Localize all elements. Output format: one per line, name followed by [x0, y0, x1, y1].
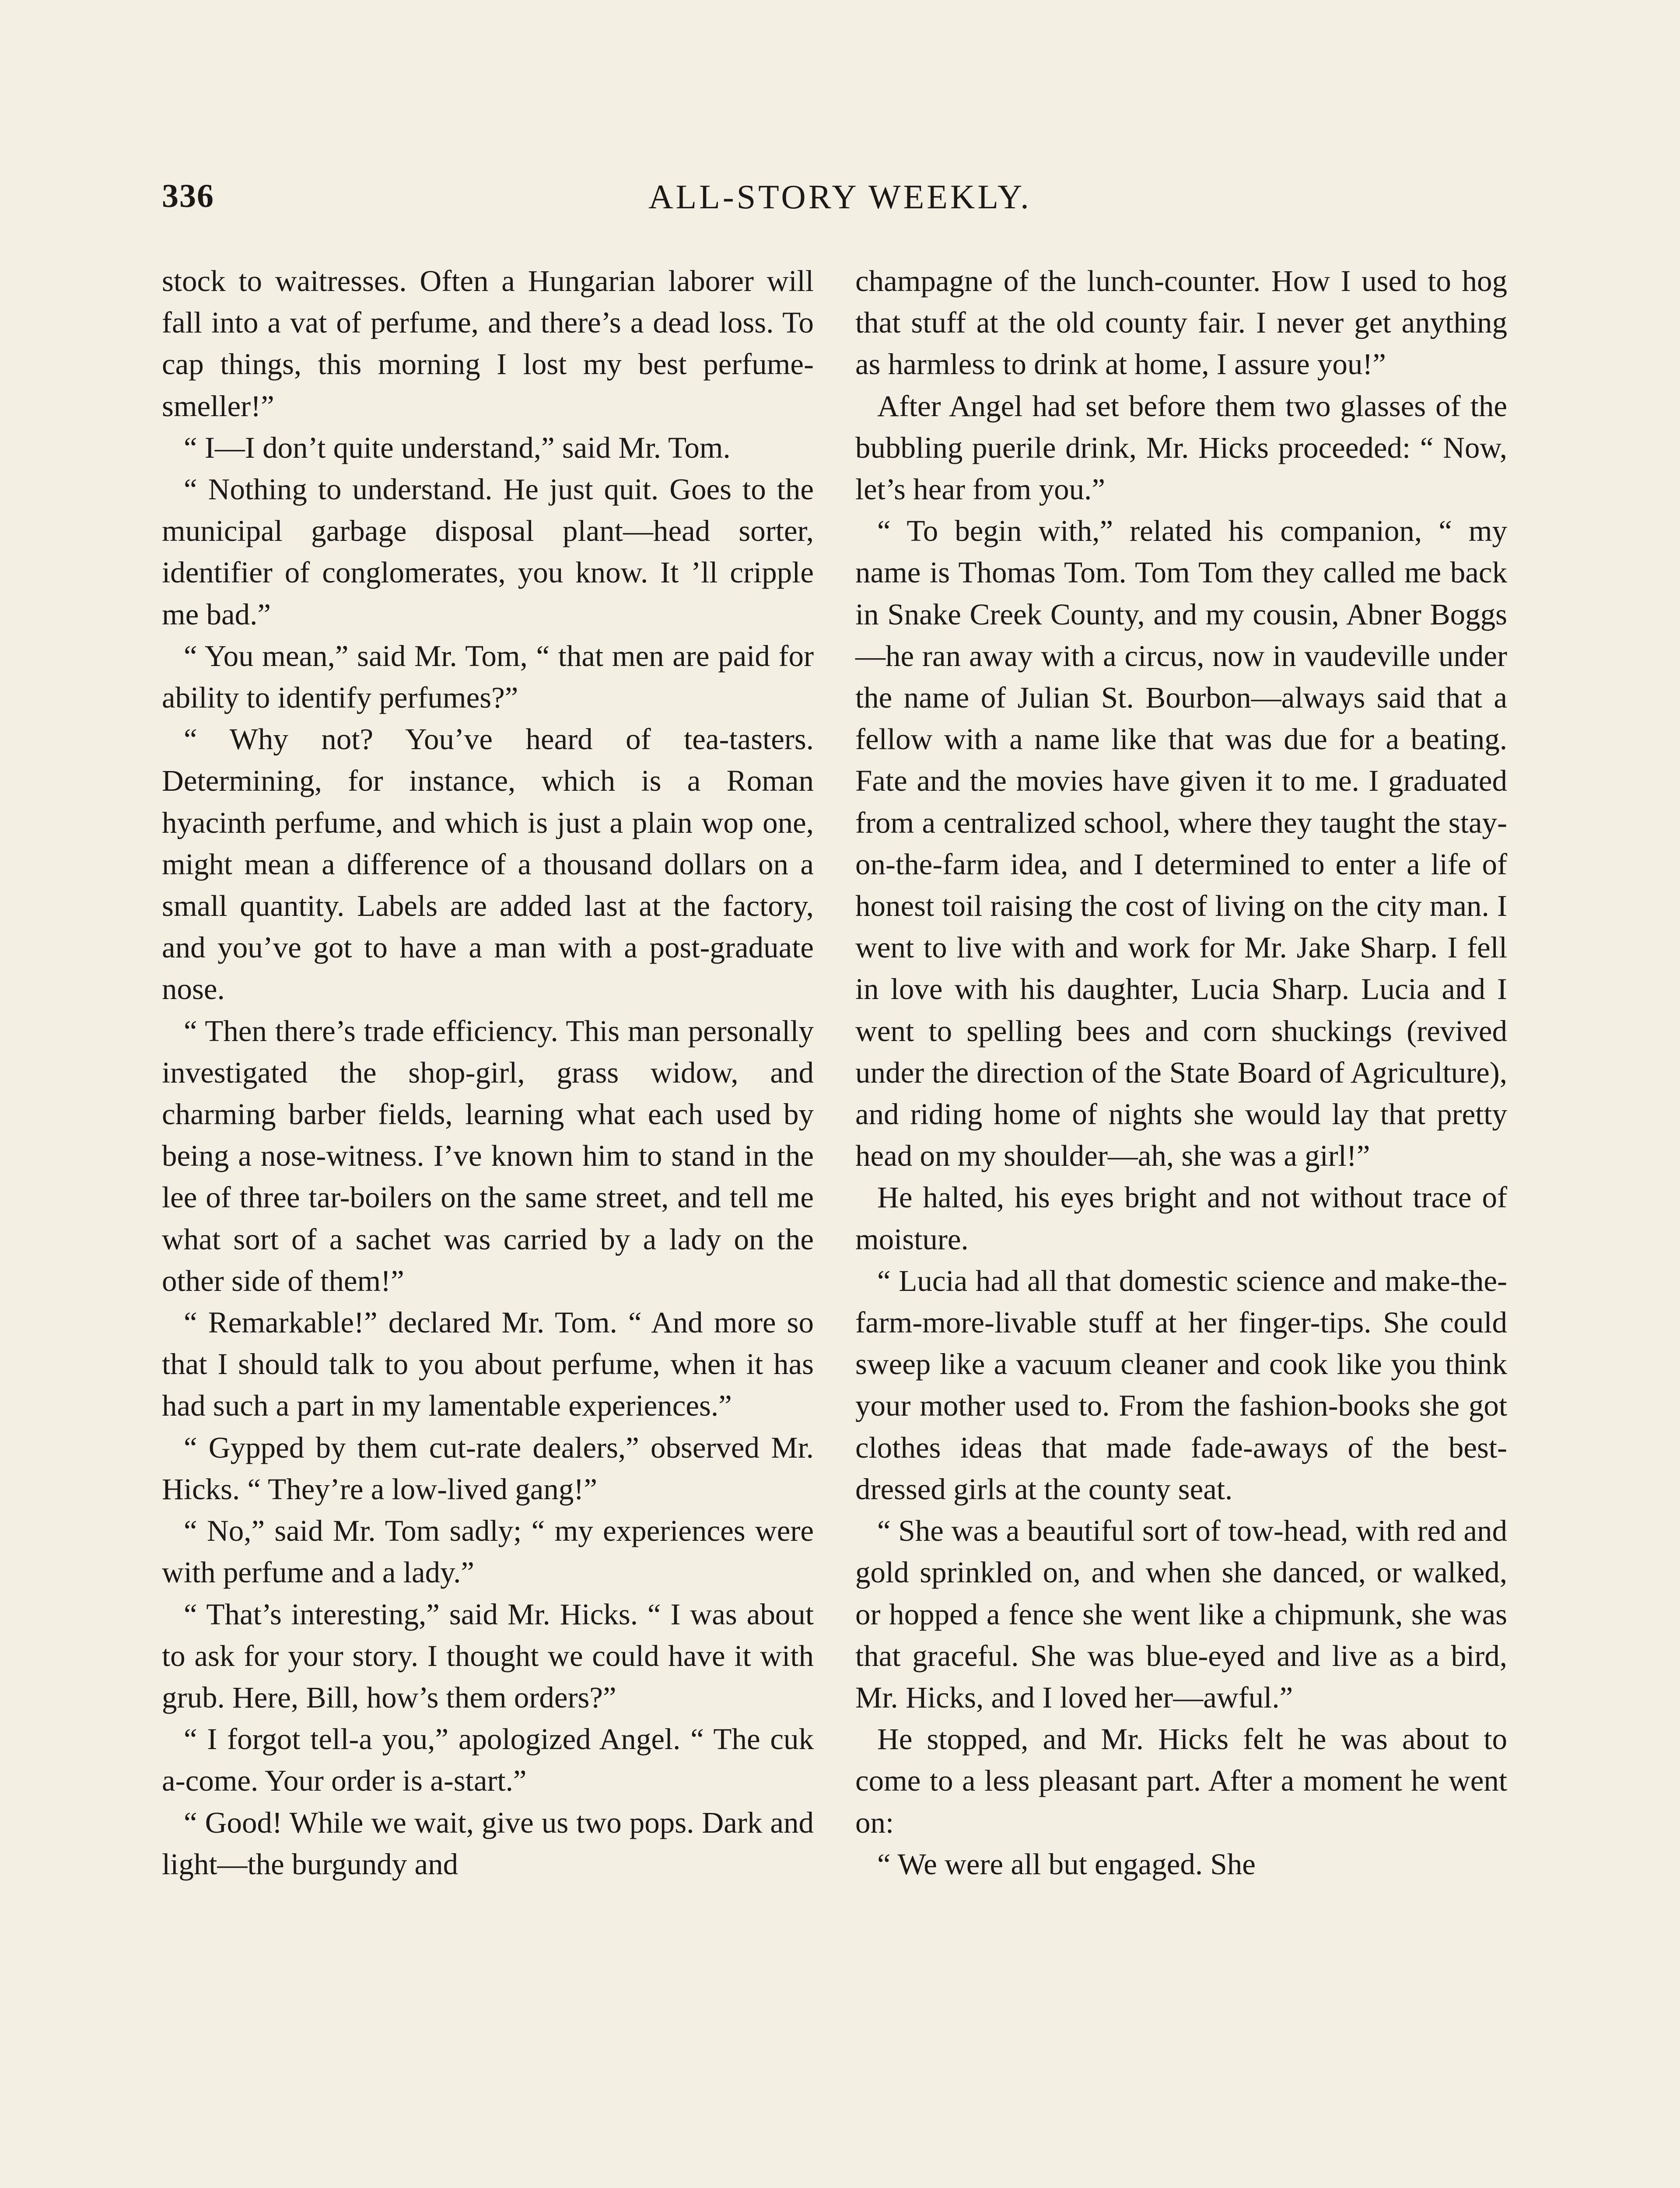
paragraph: “ I forgot tell-a you,” apologized Angel. “ The cuk a-come. Your order is a-start.” — [162, 1722, 814, 1798]
paragraph: “ We were all but engaged. She — [877, 1847, 1256, 1881]
paragraph: stock to waitresses. Often a Hungarian laborer will fall into a vat of perfume, and there’s a dead loss. To cap things, this morning I lost my best perfume-smeller!” — [162, 264, 814, 423]
page-number: 336 — [162, 178, 214, 214]
paragraph: “ Good! While we wait, give us two pops. Dark and light—the burgundy and — [162, 1806, 814, 1881]
paragraph: He halted, his eyes bright and not without trace of moisture. — [855, 1181, 1507, 1256]
paragraph: “ That’s interesting,” said Mr. Hicks. “ I was about to ask for your story. I thought we could have it with grub. Here, Bill, how’s them orders?” — [162, 1597, 814, 1714]
paragraph: “ To begin with,” related his companion, “ my name is Thomas Tom. Tom Tom they called me back in Snake Creek County, and my cousin, Abner Boggs—he ran away with a circus, now in vaudeville under the name of Julian St. Bourbon—always said that a fellow with a name like that was due for a beating. Fate and the movies have given it to me. I graduated from a centralized school, where they taught the stay-on-the-farm idea, and I determined to enter a life of honest toil raising the cost of living on the city man. I went to live with and work for Mr. Jake Sharp. I fell in love with his daughter, Lucia Sharp. Lucia and I went to spelling bees and corn shuckings (revived under the direction of the State Board of Agriculture), and riding home of nights she would lay that pretty head on my shoulder—ah, she was a girl!” — [855, 514, 1507, 1173]
paragraph: “ No,” said Mr. Tom sadly; “ my experiences were with perfume and a lady.” — [162, 1514, 814, 1589]
paragraph: He stopped, and Mr. Hicks felt he was about to come to a less pleasant part. After a moment he went on: — [855, 1722, 1507, 1839]
paragraph: “ Nothing to understand. He just quit. Goes to the municipal garbage disposal plant—head sorter, identifier of conglomerates, you know. It ’ll cripple me bad.” — [162, 473, 814, 631]
paragraph: “ Remarkable!” declared Mr. Tom. “ And more so that I should talk to you about perfume, when it has had such a part in my lamentable experiences.” — [162, 1306, 814, 1423]
paragraph: “ She was a beautiful sort of tow-head, with red and gold sprinkled on, and when she danced, or walked, or hopped a fence she went like a chipmunk, she was that graceful. She was blue-eyed and live as a bird, Mr. Hicks, and I loved her—awful.” — [855, 1514, 1507, 1714]
running-title: ALL-STORY WEEKLY. — [648, 178, 1032, 216]
paragraph: champagne of the lunch-counter. How I used to hog that stuff at the old county fair. I never get anything as harmless to drink at home, I assure you!” — [855, 264, 1507, 381]
paragraph: “ Why not? You’ve heard of tea-tasters. Determining, for instance, which is a Roman hyacinth perfume, and which is just a plain wop one, might mean a difference of a thousand dollars on a small quantity. Labels are added last at the factory, and you’ve got to have a man with a post-graduate nose. — [162, 722, 814, 1006]
paragraph: “ Then there’s trade efficiency. This man personally investigated the shop-girl, grass widow, and charming barber fields, learning what each used by being a nose-witness. I’ve known him to stand in the lee of three tar-boilers on the same street, and tell me what sort of a sachet was carried by a lady on the other side of them!” — [162, 1014, 814, 1297]
paragraph: “ You mean,” said Mr. Tom, “ that men are paid for ability to identify perfumes?” — [162, 639, 814, 715]
left-column — [162, 260, 814, 1885]
paragraph: “ I—I don’t quite understand,” said Mr. Tom. — [184, 431, 731, 464]
page-header — [162, 177, 1518, 225]
paragraph: “ Lucia had all that domestic science and make-the-farm-more-livable stuff at her finger-tips. She could sweep like a vacuum cleaner and cook like you think your mother used to. From the fashion-books she got clothes ideas that made fade-aways of the best-dressed girls at the county seat. — [855, 1264, 1507, 1506]
paragraph: After Angel had set before them two glasses of the bubbling puerile drink, Mr. Hicks proceeded: “ Now, let’s hear from you.” — [855, 389, 1507, 506]
right-column — [855, 260, 1507, 1885]
paragraph: “ Gypped by them cut-rate dealers,” observed Mr. Hicks. “ They’re a low-lived gang!” — [162, 1431, 814, 1506]
